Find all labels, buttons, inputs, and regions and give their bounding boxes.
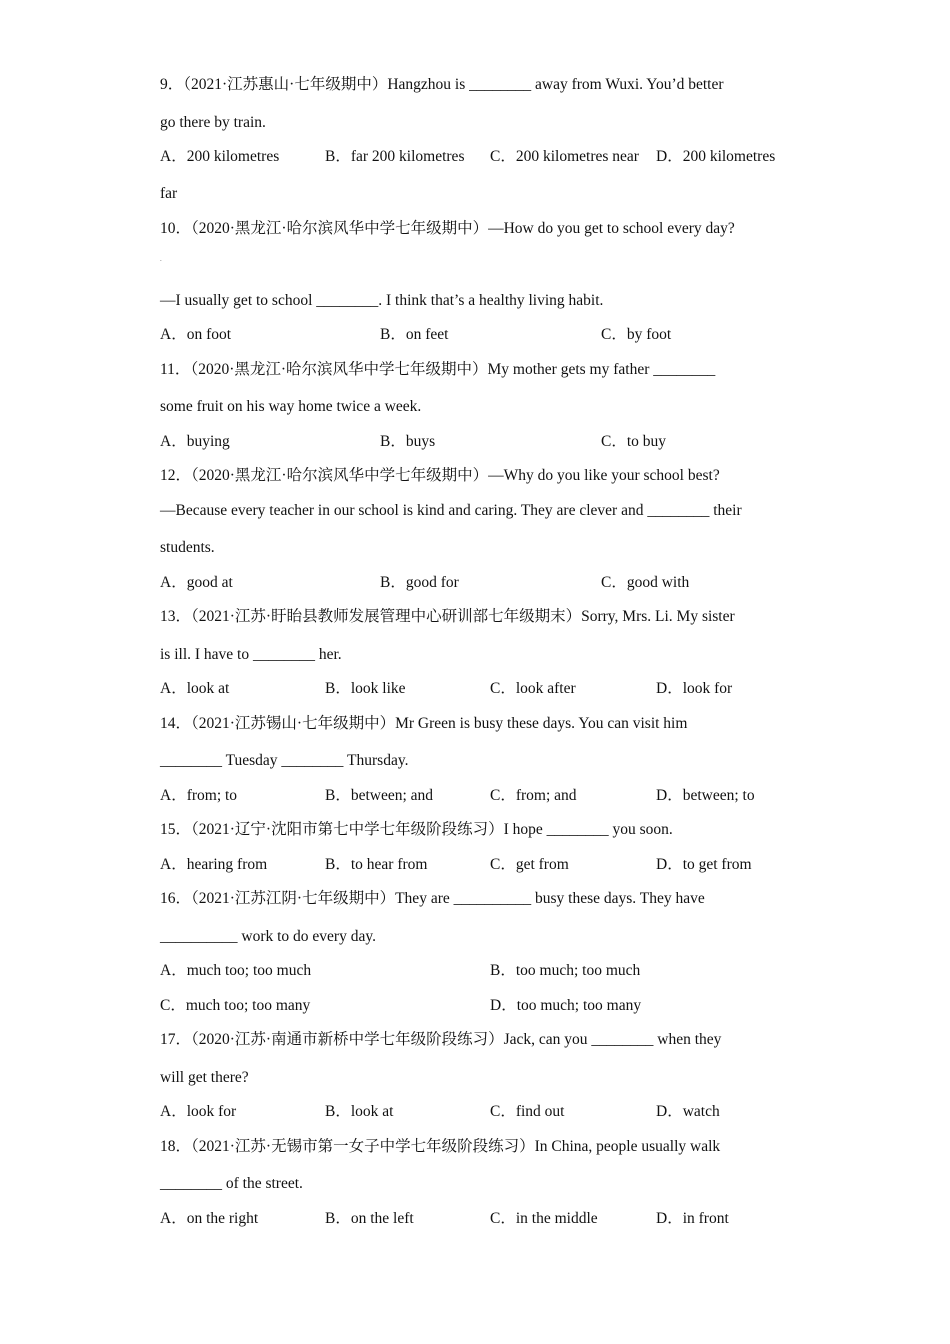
option-c: C．in the middle	[490, 1210, 598, 1227]
question-number: 10．	[160, 220, 192, 237]
option-a: A．good at	[160, 574, 233, 591]
option-b: B．on the left	[325, 1210, 414, 1227]
option-b: B．look like	[325, 680, 406, 697]
question-source: （2021·江苏·盱眙县教师发展管理中心研训部七年级期末）	[191, 608, 582, 625]
option-c: C．much too; too many	[160, 997, 311, 1014]
option-d: D．between; to	[656, 787, 755, 804]
option-b: B．buys	[380, 433, 436, 450]
option-d: D．watch	[656, 1103, 720, 1120]
question-number: 18．	[160, 1138, 192, 1155]
option-c: C．look after	[490, 680, 576, 697]
question-text: Mr Green is busy these days. You can visit him	[395, 715, 688, 732]
question-text-line: __________ work to do every day.	[160, 928, 376, 945]
question-stem	[160, 219, 735, 239]
question-stem	[160, 466, 720, 486]
question-text: My mother gets my father ________	[487, 361, 716, 378]
question-source: （2020·江苏·南通市新桥中学七年级阶段练习）	[191, 1031, 504, 1048]
question-number: 9．	[160, 76, 184, 93]
question-text-line: will get there?	[160, 1069, 249, 1086]
question-number: 15．	[160, 821, 192, 838]
question-stem	[160, 607, 735, 627]
option-b: B．on feet	[380, 326, 449, 343]
question-text: Sorry, Mrs. Li. My sister	[581, 608, 735, 625]
option-c: C．to buy	[601, 433, 667, 450]
question-number: 11．	[160, 361, 191, 378]
question-stem	[160, 1030, 721, 1050]
question-stem	[160, 360, 715, 380]
option-a: A．on the right	[160, 1210, 259, 1227]
question-text-line: some fruit on his way home twice a week.	[160, 398, 422, 415]
option-a: A．on foot	[160, 326, 232, 343]
option-a: A．look for	[160, 1103, 237, 1120]
option-b: B．too much; too much	[490, 962, 641, 979]
option-b: B．far 200 kilometres	[325, 148, 465, 165]
option-b: B．look at	[325, 1103, 394, 1120]
question-stem	[160, 714, 687, 734]
question-stem	[160, 889, 705, 909]
option-c: C．find out	[490, 1103, 565, 1120]
option-c: C．good with	[601, 574, 690, 591]
stray-mark: .	[160, 255, 162, 263]
question-text: They are __________ busy these days. They have	[395, 890, 705, 907]
option-d: D．too much; too many	[490, 997, 642, 1014]
question-source: （2021·江苏锡山·七年级期中）	[191, 715, 396, 732]
question-text: In China, people usually walk	[534, 1138, 721, 1155]
question-source: （2021·江苏江阴·七年级期中）	[191, 890, 396, 907]
question-text: —How do you get to school every day?	[488, 220, 735, 237]
option-b: B．between; and	[325, 787, 434, 804]
option-b: B．to hear from	[325, 856, 428, 873]
question-stem	[160, 75, 724, 95]
question-stem	[160, 1137, 720, 1157]
option-c: C．200 kilometres near	[490, 148, 639, 165]
question-source: （2020·黑龙江·哈尔滨风华中学七年级期中）	[190, 361, 488, 378]
option-a: A．much too; too much	[160, 962, 312, 979]
question-source: （2020·黑龙江·哈尔滨风华中学七年级期中）	[191, 220, 489, 237]
question-number: 14．	[160, 715, 192, 732]
question-text: Hangzhou is ________ away from Wuxi. You’d better	[387, 76, 724, 93]
option-c: C．by foot	[601, 326, 672, 343]
question-source: （2021·江苏惠山·七年级期中）	[183, 76, 388, 93]
option-c: C．from; and	[490, 787, 577, 804]
question-text: —Why do you like your school best?	[488, 467, 720, 484]
question-text-line: students.	[160, 539, 215, 556]
question-source: （2021·江苏·无锡市第一女子中学七年级阶段练习）	[191, 1138, 535, 1155]
option-d: D．to get from	[656, 856, 752, 873]
question-text: Jack, can you ________ when they	[503, 1031, 722, 1048]
question-number: 16．	[160, 890, 192, 907]
question-text-line: —Because every teacher in our school is kind and caring. They are clever and ________ their	[160, 502, 742, 519]
question-number: 17．	[160, 1031, 192, 1048]
option-a: A．look at	[160, 680, 230, 697]
question-source: （2021·辽宁·沈阳市第七中学七年级阶段练习）	[191, 821, 504, 838]
option-d: D．in front	[656, 1210, 729, 1227]
option-d: D．200 kilometres	[656, 148, 776, 165]
option-b: B．good for	[380, 574, 459, 591]
question-number: 12．	[160, 467, 192, 484]
question-text-line: ________ Tuesday ________ Thursday.	[160, 752, 409, 769]
question-text: I hope ________ you soon.	[503, 821, 673, 838]
question-number: 13．	[160, 608, 192, 625]
option-a: A．hearing from	[160, 856, 268, 873]
question-text-line: —I usually get to school ________. I think that’s a healthy living habit.	[160, 292, 604, 309]
question-source: （2020·黑龙江·哈尔滨风华中学七年级期中）	[191, 467, 489, 484]
question-text-line: ________ of the street.	[160, 1175, 303, 1192]
question-text-line: is ill. I have to ________ her.	[160, 646, 342, 663]
option-c: C．get from	[490, 856, 569, 873]
question-text-line: go there by train.	[160, 114, 266, 131]
option-a: A．from; to	[160, 787, 238, 804]
option-a: A．200 kilometres	[160, 148, 280, 165]
question-stem	[160, 820, 673, 840]
option-d: D．look for	[656, 680, 733, 697]
option-a: A．buying	[160, 433, 230, 450]
option-d-continued: far	[160, 185, 178, 202]
